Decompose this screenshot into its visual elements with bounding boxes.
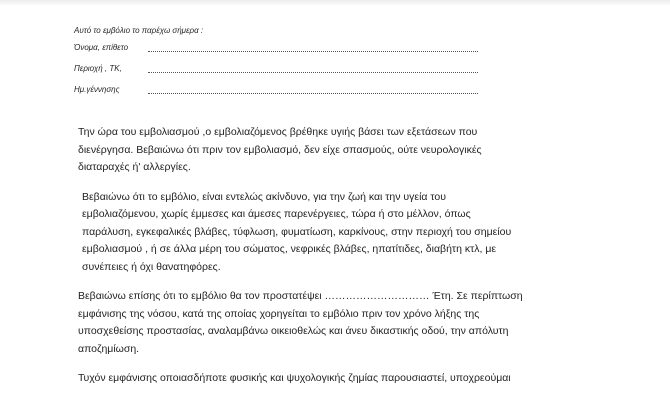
form-row-name (74, 42, 478, 63)
text-line: διενέργησα. Βεβαιώνω ότι πριν τον εμβολιασμό, δεν είχε σπασμούς, ούτε νευρολογικές (78, 143, 482, 156)
form-label-name: Όνομα, επίθετο (74, 43, 129, 52)
text-line: Την ώρα του εμβολιασμού ,ο εμβολιαζόμενος βρέθηκε υγιής βάσει των εξετάσεων που (78, 126, 478, 138)
text-line: Τυχόν εμφάνισης οποιασδήποτε φυσικής και ψυχολογικής ζημίας παρουσιαστεί, υποχρεούμαι (78, 372, 511, 384)
text-line: παράλυση, εγκεφαλικές βλάβες, τύφλωση, φυματίωση, καρκίνους, στην περιοχή του σημείου (82, 225, 512, 238)
text-line: εμβολιαζόμενου, χωρίς έμμεσες και άμεσες παρενέργειες, τώρα ή στο μέλλον, όπως (82, 208, 471, 220)
text-line: εμφάνισης της νόσου, κατά της οποίας χορηγείται το εμβόλιο πριν τον χρόνο λήξης της (78, 307, 480, 320)
document-body (78, 124, 608, 400)
form-title: Αυτό το εμβόλιο το παρέχω σήμερα : (74, 26, 204, 35)
text-line: Βεβαιώνω ότι το εμβόλιο, είναι εντελώς ακίνδυνο, για την ζωή και την υγεία του (82, 190, 447, 203)
birthdate-dotted-field (148, 84, 478, 94)
text-line: υποσχεθείσης προστασίας, αναλαμβάνω οικειοθελώς και άνευ δικαστικής οδού, την απόλυτη (78, 325, 509, 337)
text-line: διαταραχές ή' αλλεργίες. (78, 161, 191, 173)
text-line: συνέπειες ή όχι θανατηφόρες. (82, 260, 221, 273)
paragraph-safety (78, 189, 608, 277)
text-line: αποζημίωση. (78, 342, 140, 355)
area-dotted-field (148, 63, 478, 73)
text-line: εμβολιασμού , ή σε άλλα μέρη του σώματος, νεφρικές βλάβες, ηπατίτιδες, διαβήτη κτλ, με (82, 243, 497, 255)
page-top-edge (0, 0, 670, 6)
form-label-area: Περιοχή , ΤΚ, (74, 64, 122, 73)
text-line: Βεβαιώνω επίσης ότι το εμβόλιο θα τον προστατέψει ………………………… Έτη. Σε περίπτωση (78, 290, 523, 302)
form-row-area (74, 63, 478, 84)
patient-form (74, 25, 478, 105)
paragraph-protection (78, 288, 608, 358)
paragraph-health-check (78, 124, 608, 177)
paragraph-damages (78, 370, 608, 388)
name-dotted-field (148, 42, 478, 52)
form-row-birthdate (74, 84, 478, 105)
form-label-birthdate: Ημ.γέννησης (74, 85, 120, 94)
